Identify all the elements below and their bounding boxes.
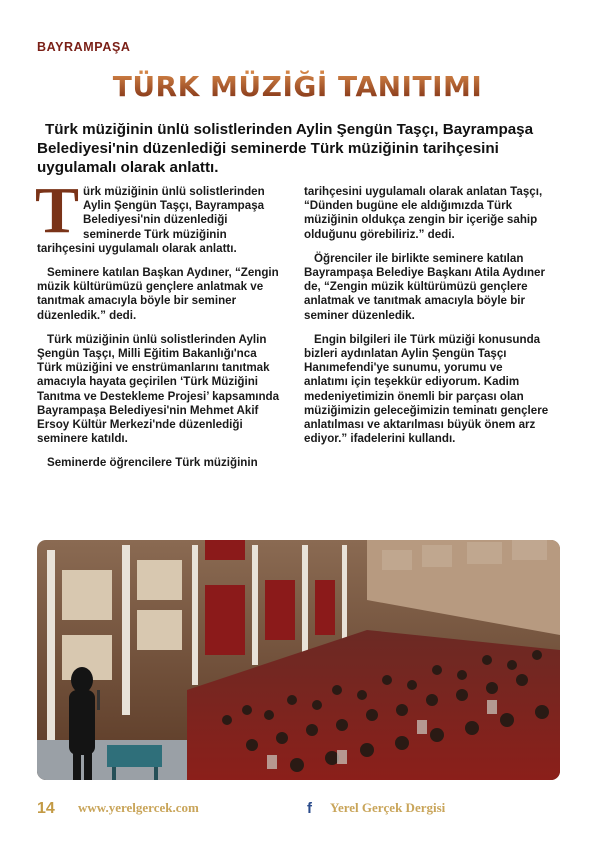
col1-p1-text: ürk müziğinin ünlü solistlerinden Aylin Şengün Taşçı, Bayrampaşa Belediyesi'nin düzenlediği seminerde Türk müziğinin tarihçesini uygulamalı olarak anlattı. (37, 185, 265, 255)
facebook-icon: f (307, 800, 312, 817)
website-link[interactable]: www.yerelgercek.com (78, 800, 199, 815)
column-2 (304, 185, 549, 456)
col1-paragraph-3: Türk müziğinin ünlü solistlerinden Aylin Şengün Taşçı, Milli Eğitim Bakanlığı'nca Türk müziğini ve enstrümanlarını tanıtmak amacıyla hayata geçirilen ‘Türk Müziğini Tanıtma ve Destekleme Projesi’ kapsamında Bayrampaşa Belediyesi'nin Mehmet Akif Ersoy Kültür Merkezi'nde düzenlediği seminere katıldı. (37, 332, 280, 446)
drop-cap: T (35, 174, 80, 247)
col2-paragraph-1: tarihçesini uygulamalı olarak anlatan Taşçı, “Dünden bugüne ele aldığımızda Türk müziğinin oldukça zengin bir içeriğe sahip olduğunu görebiliriz.” dedi. (304, 185, 543, 241)
article-lead: Türk müziğinin ünlü solistlerinden Aylin Şengün Taşçı, Bayrampaşa Belediyesi'nin düzenlediği seminerde Türk müziğinin tarihçesini uygulamalı olarak anlattı. (37, 121, 534, 176)
col1-paragraph-2: Seminere katılan Başkan Aydıner, “Zengin müzik kültürümüzü gençlere anlatmak ve tanıtmak amacıyla böyle bir seminer düzenledik.” dedi. (37, 266, 279, 322)
col2-paragraph-3: Engin bilgileri ile Türk müziği konusunda bizleri aydınlatan Aylin Şengün Taşçı Hanımefendi'ye sunumu, yorumu ve anlatımı için teşekkür ediyorum. Kadim medeniyetimizin önemli bir parçası olan müziğimizin geleceğimizin teminatı gençlere anlatılması ve aktarılması büyük önem arz ediyor.” ifadelerini kullandı. (304, 332, 549, 446)
seminar-photo (37, 540, 560, 780)
column-1 (35, 174, 282, 481)
article-title: TÜRK MÜZİĞİ TANITIMI (0, 70, 595, 103)
page-number: 14 (37, 800, 55, 817)
section-brand: BAYRAMPAŞA (37, 40, 131, 54)
seminar-photo-illustration (37, 540, 560, 780)
col1-paragraph-4: Seminerde öğrencilere Türk müziğinin (47, 456, 258, 470)
col2-paragraph-2: Öğrenciler ile birlikte seminere katılan Bayrampaşa Belediye Başkanı Atila Aydıner de, “Zengin müzik kültürümüzü gençlere anlatmak ve tanıtmak amacıyla böyle bir seminer düzenledik. (304, 251, 545, 322)
col1-paragraph-1 (35, 174, 282, 256)
magazine-name: Yerel Gerçek Dergisi (330, 800, 446, 815)
